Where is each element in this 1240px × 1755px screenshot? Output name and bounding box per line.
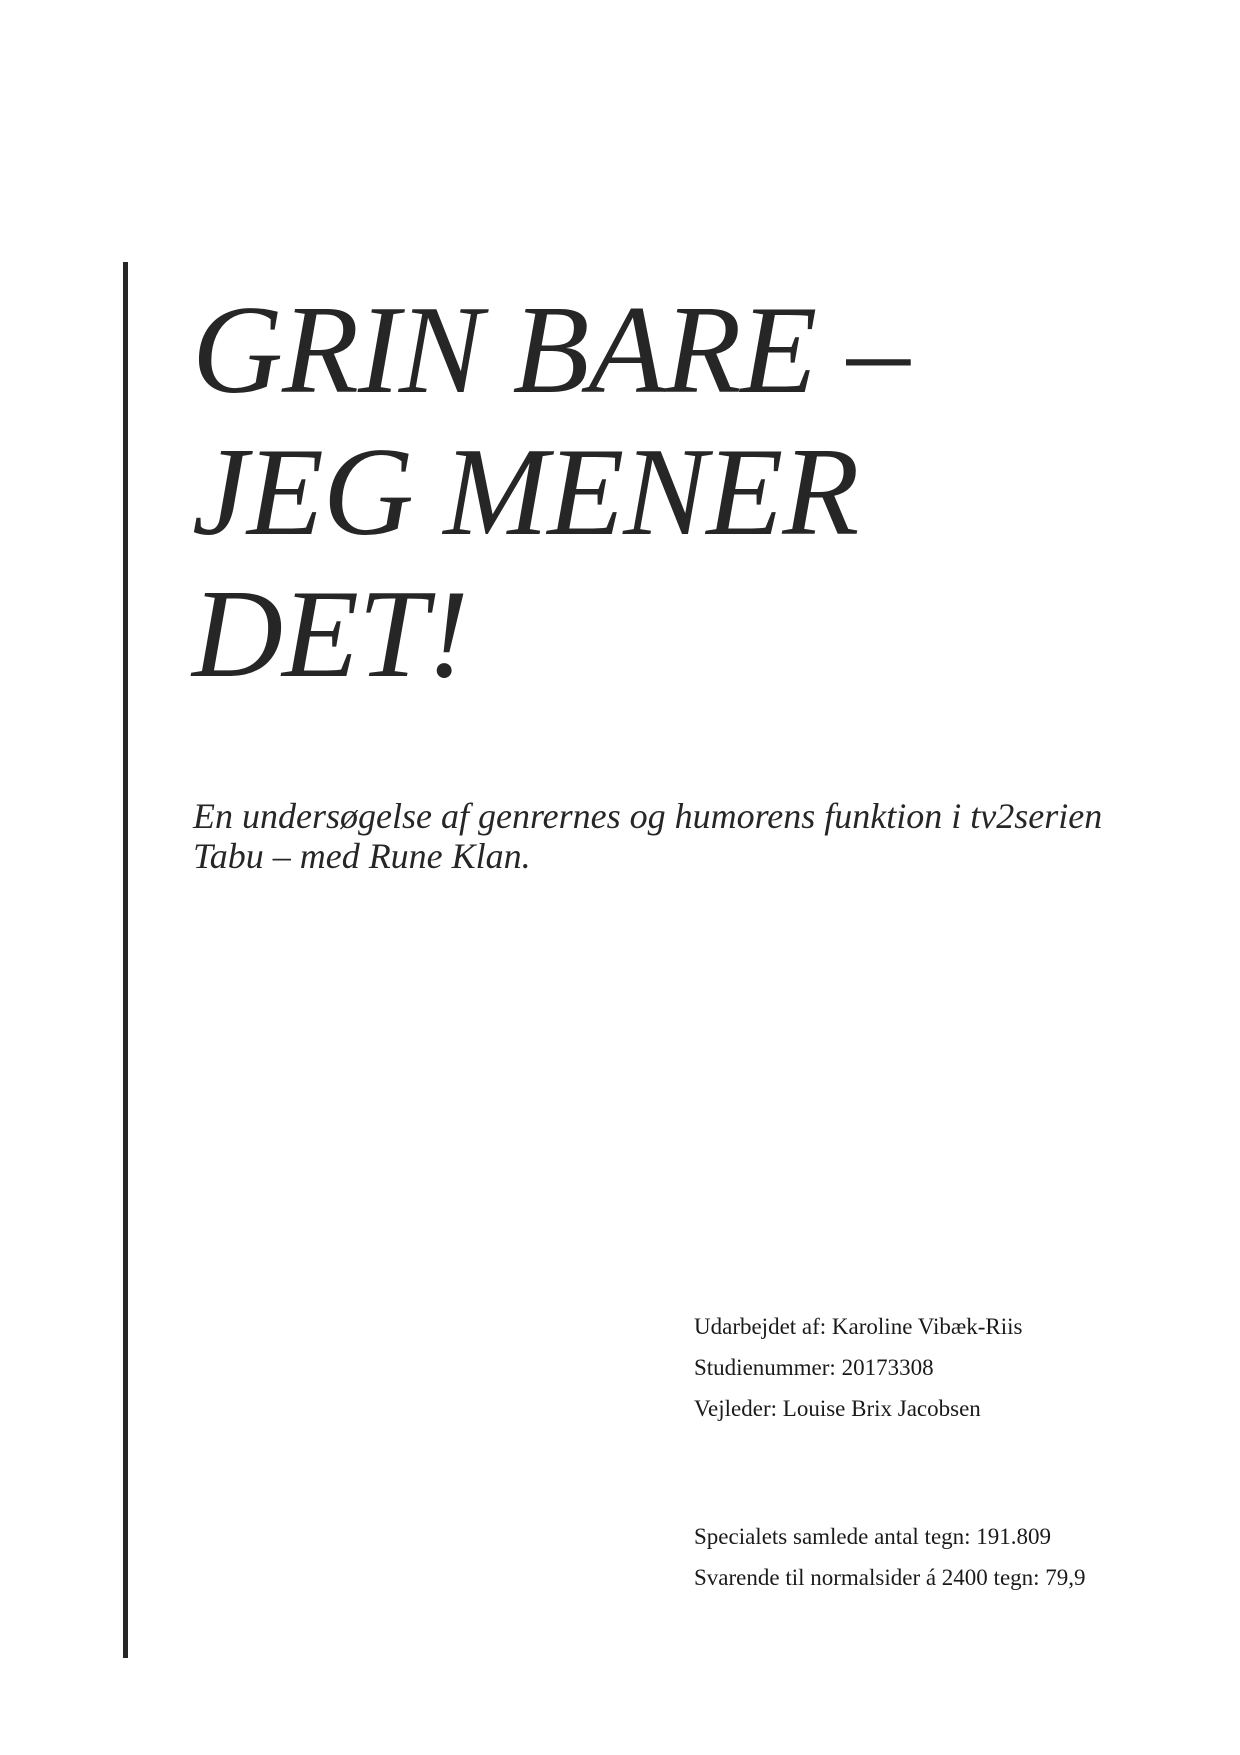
total-character-count: Specialets samlede antal tegn: 191.809 (694, 1524, 1052, 1549)
normal-page-count: Svarende til normalsider á 2400 tegn: 79,9 (694, 1565, 1086, 1590)
title-line: GRIN BARE – (192, 281, 909, 420)
supervisor: Vejleder: Louise Brix Jacobsen (694, 1396, 981, 1421)
thesis-subtitle (193, 796, 1193, 876)
subtitle-line: Tabu – med Rune Klan. (193, 836, 531, 876)
student-number: Studienummer: 20173308 (694, 1355, 934, 1380)
thesis-title (192, 280, 909, 706)
title-line: DET! (192, 565, 468, 704)
title-line: JEG MENER (192, 423, 859, 562)
character-count-block (694, 1516, 1086, 1598)
vertical-accent-bar (123, 262, 128, 1658)
author-info-block (694, 1306, 1022, 1429)
subtitle-line: En undersøgelse af genrernes og humorens funktion i tv2serien (193, 796, 1103, 836)
prepared-by: Udarbejdet af: Karoline Vibæk-Riis (694, 1314, 1023, 1339)
